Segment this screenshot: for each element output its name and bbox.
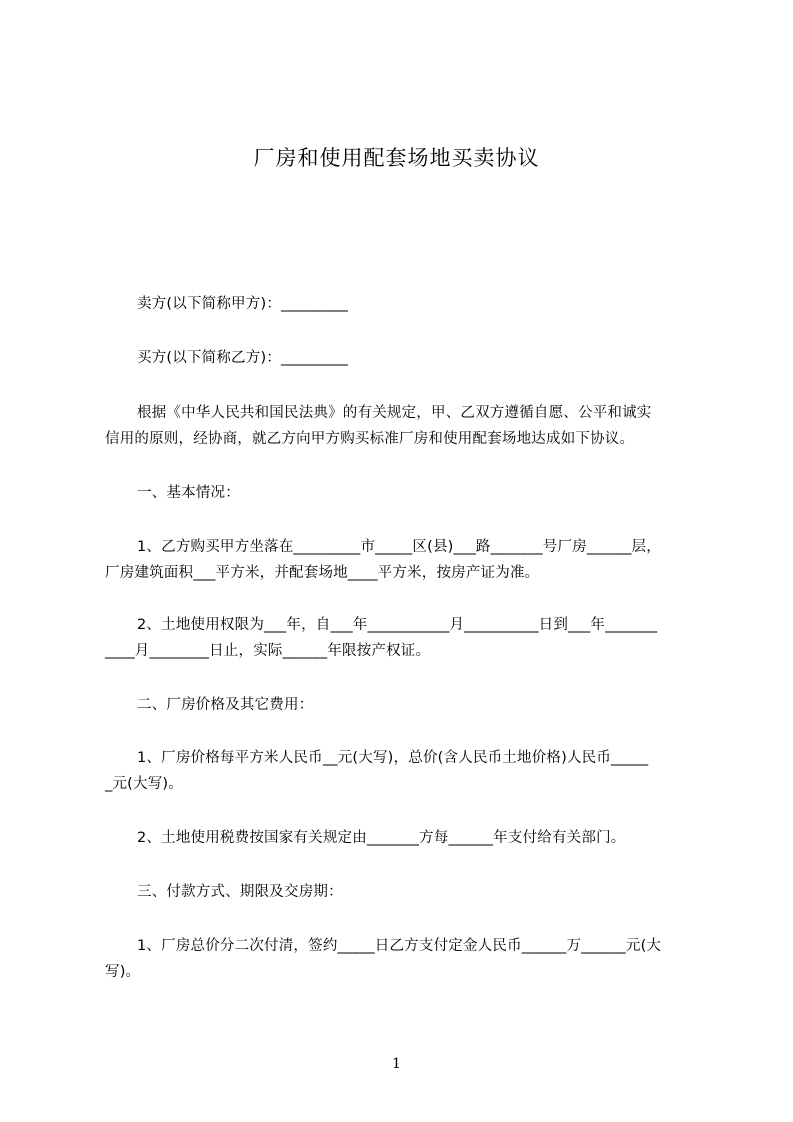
- buyer-line: 买方(以下简称乙方)：_________: [137, 350, 349, 366]
- clause-3-1-line-2: 写)。: [105, 964, 141, 980]
- clause-1-1-line-1: 1、乙方购买甲方坐落在_________市_____区(县)___路_______号厂房______层，: [137, 539, 661, 555]
- section-heading-3: 三、付款方式、期限及交房期：: [137, 884, 343, 900]
- section-heading-1: 一、基本情况：: [137, 485, 240, 501]
- clause-2-1-line-2: _元(大写)。: [105, 776, 183, 792]
- clause-1-2-line-2: ____月________日止，实际______年限按产权证。: [105, 643, 431, 659]
- clause-2-1-line-1: 1、厂房价格每平方米人民币__元(大写)，总价(含人民币土地价格)人民币_____: [137, 750, 649, 766]
- page-number: 1: [392, 1056, 401, 1072]
- preamble-line-1: 根据《中华人民共和国民法典》的有关规定，甲、乙双方遵循自愿、公平和诚实: [137, 405, 652, 421]
- clause-1-2-line-1: 2、土地使用权限为___年，自___年___________月__________日到___年_______: [137, 617, 658, 633]
- clause-3-1-line-1: 1、厂房总价分二次付清，签约_____日乙方支付定金人民币______万______元(大: [137, 938, 662, 954]
- document-title: 厂房和使用配套场地买卖协议: [253, 146, 540, 170]
- clause-2-2-line-1: 2、土地使用税费按国家有关规定由_______方每______年支付给有关部门。: [137, 830, 626, 846]
- preamble-line-2: 信用的原则，经协商，就乙方向甲方购买标准厂房和使用配套场地达成如下协议。: [105, 431, 635, 447]
- section-heading-2: 二、厂房价格及其它费用：: [137, 697, 314, 713]
- clause-1-1-line-2: 厂房建筑面积___平方米，并配套场地____平方米，按房产证为准。: [105, 565, 540, 581]
- seller-line: 卖方(以下简称甲方)：_________: [137, 296, 349, 312]
